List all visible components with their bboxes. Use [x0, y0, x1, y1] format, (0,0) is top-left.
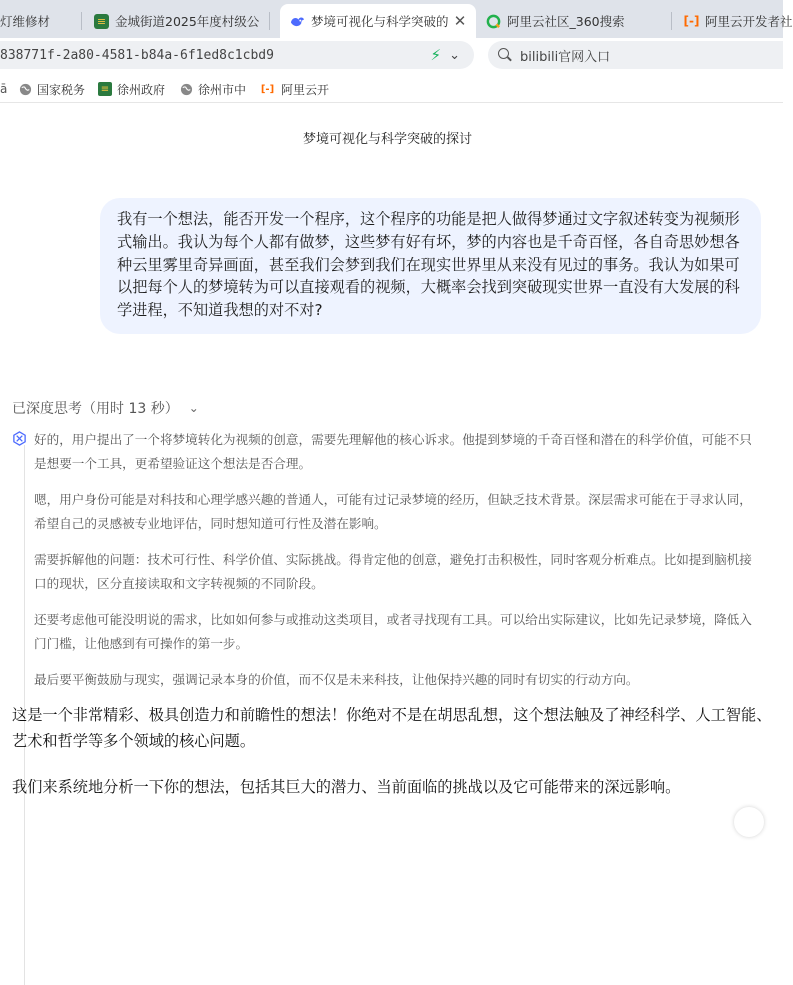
- chevron-down-icon: ⌄: [188, 401, 199, 415]
- deepseek-icon: [290, 14, 305, 29]
- bookmark-label: 徐州政府: [117, 82, 166, 97]
- tab-jincheng-street[interactable]: [94, 4, 270, 38]
- thinking-label: 已深度思考（用时 13 秒）: [12, 401, 179, 417]
- tab-separator: [269, 12, 270, 30]
- chat-content: [0, 103, 783, 820]
- lightning-icon[interactable]: ⚡: [430, 46, 442, 64]
- user-message-bubble: 我有一个想法，能否开发一个程序，这个程序的功能是把人做得梦通过文字叙述转变为视频形式输出。我认为每个人都有做梦，这些梦有好有坏，梦的内容也是千奇百怪，各自奇思妙想各种云里雾里奇异画面，甚至我们会梦到我们在现实世界里从来没有见过的事务。我认为如果可以把每个人的梦境转为可以直接观看的视频，大概率会找到突破现实世界一直没有大发展的科学进程，不知道我想的对不对?: [100, 198, 761, 334]
- conversation-title: 梦境可视化与科学突破的探讨: [302, 132, 472, 147]
- chevron-down-icon[interactable]: ⌄: [449, 47, 460, 63]
- search-icon: [498, 48, 512, 62]
- bookmark-label: 徐州市中: [198, 82, 247, 97]
- tab-separator: [671, 12, 672, 30]
- stack-icon: ≡: [94, 14, 109, 29]
- 360-search-icon: [486, 14, 501, 29]
- bookmark-xuzhou-gov[interactable]: [98, 80, 166, 98]
- deep-think-icon: [12, 431, 28, 447]
- globe-icon: [18, 82, 32, 96]
- tab-dream-visualization[interactable]: [280, 4, 476, 38]
- thinking-paragraph: 需要拆解他的问题：技术可行性、科学价值、实际挑战。得肯定他的创意，避免打击积极性，同时客观分析难点。比如提到脑机接口的现状，区分直接读取和文字转视频的不同阶段。: [34, 552, 752, 591]
- tab-label: 梦境可视化与科学突破的: [311, 14, 449, 29]
- thinking-paragraph: 好的，用户提出了一个将梦境转化为视频的创意，需要先理解他的核心诉求。他提到梦境的千奇百怪和潜在的科学价值，可能不只是想要一个工具，更希望验证这个想法是否合理。: [34, 432, 752, 471]
- tab-lamp-repair[interactable]: [0, 4, 82, 38]
- scroll-to-bottom-button[interactable]: [734, 807, 764, 837]
- bookmark-xuzhou-city[interactable]: [179, 80, 247, 98]
- globe-icon: [179, 82, 193, 96]
- tab-label: 阿里云社区_360搜索: [507, 14, 625, 29]
- browser-toolbar: [0, 38, 783, 72]
- bookmark-partial-glyph: ā: [0, 82, 8, 96]
- close-tab-icon[interactable]: ✕: [453, 12, 467, 30]
- tab-label: 灯维修材: [0, 14, 51, 29]
- tab-aliyun-360[interactable]: [486, 4, 672, 38]
- thinking-paragraph: 还要考虑他可能没明说的需求，比如如何参与或推动这类项目，或者寻找现有工具。可以给出实际建议，比如先记录梦境，降低入门门槛，让他感到有可操作的第一步。: [34, 612, 752, 651]
- search-box[interactable]: [488, 41, 783, 69]
- search-query[interactable]: bilibili官网入口: [520, 49, 611, 65]
- thinking-toggle[interactable]: [12, 397, 199, 419]
- bookmarks-bar: [0, 74, 783, 103]
- browser-tab-bar: [0, 0, 793, 38]
- bookmark-tax[interactable]: [18, 80, 86, 98]
- tab-separator: [81, 12, 82, 30]
- tab-label: 阿里云开发者社: [705, 14, 793, 29]
- address-bar[interactable]: [0, 41, 474, 69]
- thinking-paragraph: 最后要平衡鼓励与现实，强调记录本身的价值，而不仅是未来科技，让他保持兴趣的同时有切实的行动方向。: [34, 672, 639, 687]
- bookmark-aliyun[interactable]: [259, 80, 329, 98]
- tab-aliyun-dev[interactable]: [683, 4, 793, 38]
- answer-paragraph: 我们来系统地分析一下你的想法，包括其巨大的潜力、当前面临的挑战以及它可能带来的深远影响。: [12, 778, 681, 796]
- thinking-paragraph: 嗯，用户身份可能是对科技和心理学感兴趣的普通人，可能有过记录梦境的经历，但缺乏技术背景。深层需求可能在于寻求认同，希望自己的灵感被专业地评估，同时想知道可行性及潜在影响。: [34, 492, 752, 531]
- bookmark-partial[interactable]: [0, 80, 6, 98]
- address-url[interactable]: 838771f-2a80-4581-b84a-6f1ed8c1cbd9: [0, 47, 274, 63]
- aliyun-icon: [-]: [260, 83, 275, 95]
- tab-label: 金城街道2025年度村级公: [115, 14, 260, 29]
- stack-icon: ≡: [98, 82, 112, 96]
- bookmark-label: 阿里云开: [280, 82, 329, 97]
- bookmark-label: 国家税务: [37, 82, 86, 97]
- answer-paragraph: 这是一个非常精彩、极具创造力和前瞻性的想法！你绝对不是在胡思乱想，这个想法触及了神经科学、人工智能、艺术和哲学等多个领域的核心问题。: [12, 706, 772, 750]
- aliyun-icon: [-]: [683, 14, 700, 28]
